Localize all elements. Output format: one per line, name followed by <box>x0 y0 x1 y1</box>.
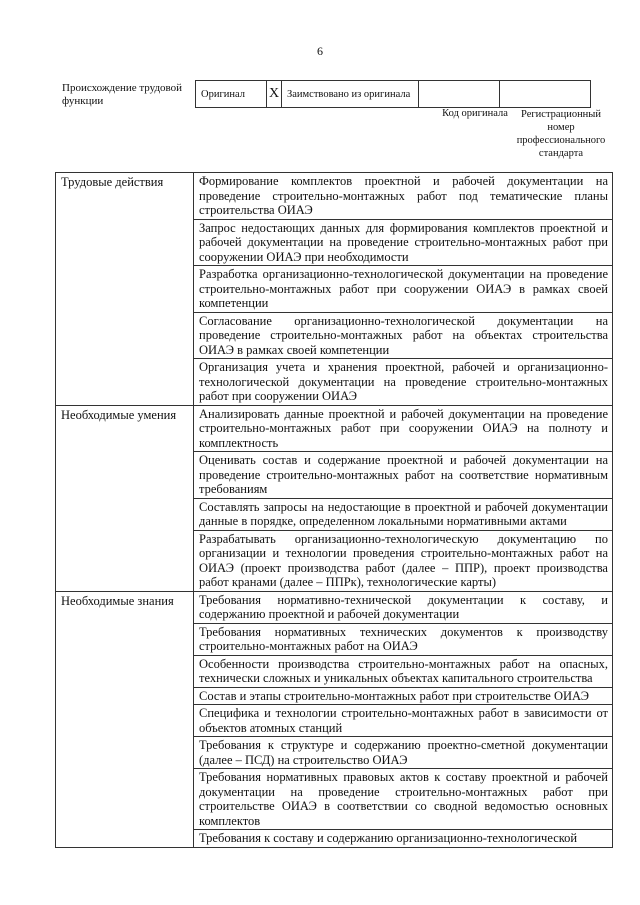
list-item: Требования нормативно-технической документации к составу, и содержанию проектной и рабочей документации <box>194 591 613 623</box>
list-item: Формирование комплектов проектной и рабочей документации на проведение строительно-монтажных работ под тематические планы строительства ОИАЭ <box>194 173 613 220</box>
code-label: Код оригинала <box>442 108 508 119</box>
list-item: Организация учета и хранения проектной, рабочей и организационно-технологической документации на проведение строительно-монтажных работ при сооружении ОИАЭ <box>194 359 613 406</box>
table-row <box>56 591 613 623</box>
page-number: 6 <box>317 44 323 58</box>
origin-table <box>195 80 591 108</box>
reg-number-cell <box>500 81 591 108</box>
borrowed-cell: Заимствовано из оригинала <box>282 81 419 108</box>
list-item: Особенности производства строительно-монтажных работ на опасных, технически сложных и уникальных объектах капитального строительства <box>194 655 613 687</box>
original-mark: X <box>267 81 282 108</box>
reg-label: Регистрационный номер профессионального стандарта <box>516 109 606 159</box>
section-title-knowledge: Необходимые знания <box>56 591 194 847</box>
list-item: Состав и этапы строительно-монтажных работ при строительстве ОИАЭ <box>194 687 613 705</box>
list-item: Требования к составу и содержанию организационно-технологической <box>194 830 613 848</box>
original-code-cell <box>419 81 500 108</box>
list-item: Требования нормативных технических документов к производству строительно-монтажных работ на ОИАЭ <box>194 623 613 655</box>
list-item: Анализировать данные проектной и рабочей документации на проведение строительно-монтажных работ при сооружении ОИАЭ на полноту и комплектность <box>194 405 613 452</box>
original-cell: Оригинал <box>196 81 267 108</box>
table-row <box>56 405 613 452</box>
list-item: Разработка организационно-технологической документации на проведение строительно-монтажных работ при сооружении ОИАЭ в рамках своей компетенции <box>194 266 613 313</box>
list-item: Специфика и технологии строительно-монтажных работ в зависимости от объектов атомных станций <box>194 705 613 737</box>
section-title-actions: Трудовые действия <box>56 173 194 406</box>
list-item: Согласование организационно-технологической документации на проведение строительно-монтажных работ на объектах строительства ОИАЭ в рамках своей компетенции <box>194 312 613 359</box>
list-item: Запрос недостающих данных для формирования комплектов проектной и рабочей документации на проведение строительно-монтажных работ при сооружении ОИАЭ при необходимости <box>194 219 613 266</box>
origin-label: Происхождение трудовой функции <box>62 82 183 107</box>
list-item: Оценивать состав и содержание проектной и рабочей документации на проведение строительно-монтажных работ на соответствие нормативным требованиям <box>194 452 613 499</box>
labor-function-table <box>55 172 613 848</box>
list-item: Составлять запросы на недостающие в проектной и рабочей документации данные в порядке, определенном локальными нормативными актами <box>194 498 613 530</box>
list-item: Разрабатывать организационно-технологическую документацию по организации и технологии проведения строительно-монтажных работ на ОИАЭ (проект производства работ (далее – ППР), проект производства работ кранами (далее – ППРк), технологические карты) <box>194 530 613 591</box>
section-title-skills: Необходимые умения <box>56 405 194 591</box>
list-item: Требования к структуре и содержанию проектно-сметной документации (далее – ПСД) на строительство ОИАЭ <box>194 737 613 769</box>
table-row <box>56 173 613 220</box>
list-item: Требования нормативных правовых актов к составу проектной и рабочей документации на проведение строительно-монтажных работ при строительстве ОИАЭ в соответствии со сводной ведомостью основных комплектов <box>194 769 613 830</box>
